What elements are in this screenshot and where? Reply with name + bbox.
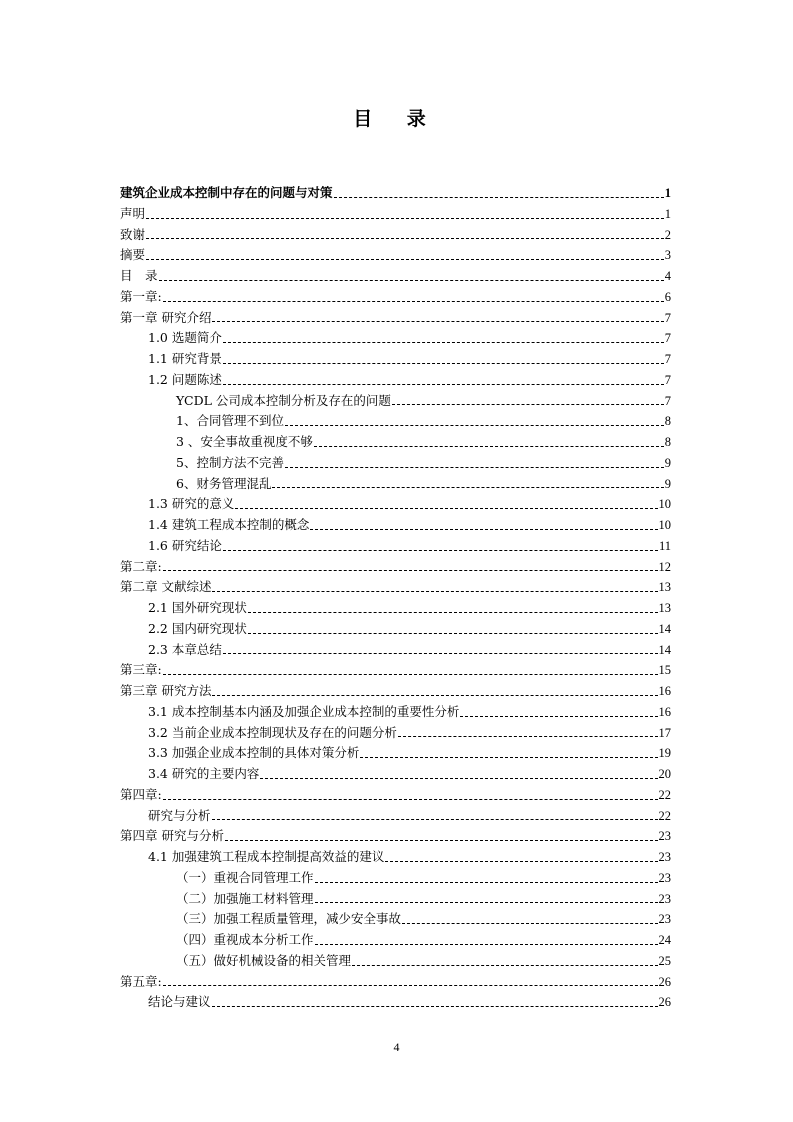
- toc-leader-dots: [235, 508, 657, 509]
- toc-entry-label: 3.1 成本控制基本内涵及加强企业成本控制的重要性分析: [148, 703, 460, 719]
- toc-leader-dots: [163, 799, 658, 800]
- toc-entry-page: 7: [664, 393, 671, 408]
- toc-entry-label: 1.6 研究结论: [148, 537, 222, 553]
- toc-entry[interactable]: [120, 847, 671, 868]
- toc-leader-dots: [163, 570, 658, 571]
- toc-leader-dots: [392, 404, 664, 405]
- toc-entry[interactable]: [120, 992, 671, 1013]
- toc-leader-dots: [159, 280, 664, 281]
- toc-leader-dots: [163, 301, 664, 302]
- toc-entry-page: 26: [658, 974, 671, 989]
- toc-entry-page: 1: [664, 186, 671, 200]
- toc-entry-label: 6、财务管理混乱: [176, 475, 272, 491]
- toc-leader-dots: [146, 259, 664, 260]
- toc-entry[interactable]: [120, 557, 671, 578]
- toc-entry[interactable]: [120, 536, 671, 557]
- toc-entry-label: 3.3 加强企业成本控制的具体对策分析: [148, 745, 360, 761]
- toc-entry-page: 16: [658, 684, 671, 698]
- toc-entry[interactable]: [120, 764, 671, 785]
- toc-entry-label: 结论与建议: [148, 994, 211, 1010]
- toc-entry-page: 13: [658, 580, 671, 595]
- toc-leader-dots: [460, 716, 657, 717]
- toc-entry-page: 8: [664, 414, 671, 429]
- toc-leader-dots: [385, 861, 657, 862]
- toc-entry[interactable]: [120, 868, 671, 889]
- toc-entry[interactable]: [120, 702, 671, 723]
- toc-entry-label: 5、控制方法不完善: [176, 454, 284, 470]
- toc-leader-dots: [212, 695, 657, 696]
- toc-entry-label: 摘要: [120, 247, 146, 263]
- toc-entry-label: 致谢: [120, 226, 146, 242]
- toc-leader-dots: [248, 612, 658, 613]
- table-of-contents: [120, 183, 671, 1013]
- toc-leader-dots: [398, 736, 658, 737]
- toc-entry-label: 第三章 研究方法: [120, 683, 212, 698]
- toc-entry-label: 3.2 当前企业成本控制现状及存在的问题分析: [148, 724, 397, 740]
- toc-entry-page: 23: [658, 912, 671, 927]
- toc-entry-page: 9: [664, 476, 671, 491]
- toc-entry-label: 1、合同管理不到位: [176, 413, 284, 429]
- toc-entry-page: 3: [664, 248, 671, 263]
- toc-leader-dots: [225, 840, 658, 841]
- toc-entry-label: 第四章:: [120, 786, 162, 802]
- toc-entry[interactable]: [120, 515, 671, 536]
- toc-entry-label: （一）重视合同管理工作: [176, 869, 314, 885]
- toc-entry[interactable]: [120, 577, 671, 598]
- toc-entry[interactable]: [120, 308, 671, 329]
- toc-entry-label: 目 录: [120, 268, 158, 283]
- toc-leader-dots: [223, 384, 664, 385]
- toc-leader-dots: [314, 446, 664, 447]
- toc-entry-page: 17: [658, 725, 671, 740]
- toc-entry[interactable]: [120, 349, 671, 370]
- toc-entry[interactable]: [120, 826, 671, 847]
- toc-entry[interactable]: [120, 474, 671, 495]
- toc-entry[interactable]: [120, 743, 671, 764]
- toc-leader-dots: [315, 944, 658, 945]
- toc-entry-label: 1.3 研究的意义: [148, 496, 235, 512]
- toc-entry-label: 1.0 选题简介: [148, 330, 222, 346]
- toc-entry-label: 第二章:: [120, 558, 162, 574]
- toc-entry-label: 1.1 研究背景: [148, 351, 222, 366]
- toc-entry-page: 16: [658, 704, 671, 719]
- toc-entry-page: 10: [658, 518, 671, 532]
- toc-entry[interactable]: [120, 640, 671, 661]
- toc-entry-label: 第一章:: [120, 288, 162, 304]
- toc-entry[interactable]: [120, 806, 671, 827]
- toc-entry-page: 7: [664, 372, 671, 387]
- toc-entry-page: 9: [664, 455, 671, 470]
- toc-entry-label: 3 、安全事故重视度不够: [176, 434, 313, 449]
- toc-entry-page: 23: [658, 891, 671, 906]
- toc-entry-page: 25: [658, 953, 671, 968]
- toc-entry[interactable]: [120, 370, 671, 391]
- toc-leader-dots: [212, 819, 658, 820]
- toc-entry[interactable]: [120, 785, 671, 806]
- toc-leader-dots: [260, 778, 657, 779]
- toc-leader-dots: [146, 218, 664, 219]
- toc-entry-page: 14: [658, 621, 671, 636]
- toc-entry-label: 2.1 国外研究现状: [148, 600, 247, 615]
- toc-leader-dots: [285, 425, 664, 426]
- toc-entry-page: 13: [658, 601, 671, 615]
- toc-entry-label: 声明: [120, 205, 146, 221]
- toc-entry-label: 2.2 国内研究现状: [148, 620, 247, 636]
- toc-entry-label: （五）做好机械设备的相关管理: [176, 952, 352, 968]
- toc-leader-dots: [223, 653, 658, 654]
- toc-leader-dots: [310, 529, 657, 530]
- toc-entry[interactable]: [120, 266, 671, 287]
- toc-entry-page: 6: [664, 289, 671, 304]
- toc-entry[interactable]: [120, 453, 671, 474]
- toc-entry-page: 23: [658, 829, 671, 844]
- toc-leader-dots: [212, 321, 663, 322]
- toc-entry-page: 7: [664, 352, 671, 366]
- toc-entry-page: 26: [658, 995, 671, 1010]
- toc-entry[interactable]: [120, 909, 671, 930]
- toc-entry[interactable]: [120, 245, 671, 266]
- toc-entry-page: 12: [658, 559, 671, 574]
- toc-entry-label: 研究与分析: [148, 807, 211, 823]
- toc-entry[interactable]: [120, 225, 671, 246]
- toc-entry[interactable]: [120, 972, 671, 993]
- toc-leader-dots: [315, 882, 658, 883]
- toc-entry[interactable]: [120, 723, 671, 744]
- toc-entry[interactable]: [120, 411, 671, 432]
- toc-entry-label: 第一章 研究介绍: [120, 309, 212, 325]
- toc-leader-dots: [223, 363, 664, 364]
- toc-entry[interactable]: [120, 660, 671, 681]
- toc-entry-page: 23: [658, 870, 671, 885]
- toc-entry-label: 3.4 研究的主要内容: [148, 766, 260, 781]
- toc-entry[interactable]: [120, 391, 671, 412]
- toc-entry-label: 4.1 加强建筑工程成本控制提高效益的建议: [148, 849, 385, 864]
- toc-entry-page: 10: [658, 497, 671, 512]
- toc-entry-page: 22: [658, 787, 671, 802]
- toc-leader-dots: [352, 965, 657, 966]
- toc-entry-label: YCDL 公司成本控制分析及存在的问题: [176, 392, 391, 408]
- toc-entry-page: 11: [658, 538, 671, 553]
- toc-entry[interactable]: [120, 930, 671, 951]
- toc-leader-dots: [360, 757, 657, 758]
- toc-entry[interactable]: [120, 328, 671, 349]
- toc-entry[interactable]: [120, 287, 671, 308]
- toc-entry-page: 23: [658, 850, 671, 864]
- toc-leader-dots: [248, 633, 658, 634]
- toc-entry-page: 24: [658, 933, 671, 947]
- toc-entry-page: 4: [664, 269, 671, 283]
- toc-leader-dots: [334, 197, 664, 198]
- toc-leader-dots: [272, 487, 663, 488]
- toc-leader-dots: [163, 985, 658, 986]
- toc-leader-dots: [146, 238, 664, 239]
- toc-entry[interactable]: [120, 204, 671, 225]
- toc-entry-page: 19: [658, 746, 671, 761]
- toc-entry-page: 20: [658, 767, 671, 781]
- toc-entry-page: 14: [658, 642, 671, 657]
- toc-entry-page: 2: [664, 227, 671, 242]
- toc-entry-page: 8: [664, 435, 671, 449]
- toc-entry[interactable]: [120, 619, 671, 640]
- toc-entry-page: 15: [658, 663, 671, 678]
- toc-leader-dots: [315, 902, 658, 903]
- toc-entry-label: 1.2 问题陈述: [148, 371, 222, 387]
- toc-leader-dots: [212, 1006, 658, 1007]
- toc-entry-page: 7: [664, 331, 671, 346]
- toc-entry-label: （四）重视成本分析工作: [176, 932, 314, 947]
- toc-leader-dots: [223, 550, 658, 551]
- toc-leader-dots: [223, 342, 664, 343]
- toc-entry-page: 1: [664, 206, 671, 221]
- toc-leader-dots: [212, 591, 657, 592]
- toc-leader-dots: [402, 923, 657, 924]
- toc-entry[interactable]: [120, 494, 671, 515]
- toc-entry[interactable]: [120, 432, 671, 453]
- toc-entry[interactable]: [120, 889, 671, 910]
- toc-entry[interactable]: [120, 951, 671, 972]
- toc-entry-label: 第四章 研究与分析: [120, 828, 224, 844]
- toc-entry[interactable]: [120, 183, 671, 204]
- toc-leader-dots: [285, 467, 664, 468]
- toc-entry-label: 第二章 文献综述: [120, 579, 212, 595]
- toc-entry-label: 第三章:: [120, 662, 162, 678]
- toc-entry-page: 22: [658, 808, 671, 823]
- toc-entry[interactable]: [120, 598, 671, 619]
- page-title: 目 录: [353, 108, 440, 130]
- toc-entry-label: 建筑企业成本控制中存在的问题与对策: [120, 185, 333, 200]
- toc-entry-label: （三）加强工程质量管理，减少安全事故: [176, 911, 402, 927]
- toc-entry-label: 1.4 建筑工程成本控制的概念: [148, 517, 310, 532]
- toc-entry[interactable]: [120, 681, 671, 702]
- toc-leader-dots: [163, 674, 658, 675]
- page-number: 4: [393, 1040, 400, 1054]
- toc-entry-page: 7: [664, 310, 671, 325]
- toc-entry-label: 第五章:: [120, 973, 162, 989]
- toc-entry-label: （二）加强施工材料管理: [176, 890, 314, 906]
- toc-entry-label: 2.3 本章总结: [148, 641, 222, 657]
